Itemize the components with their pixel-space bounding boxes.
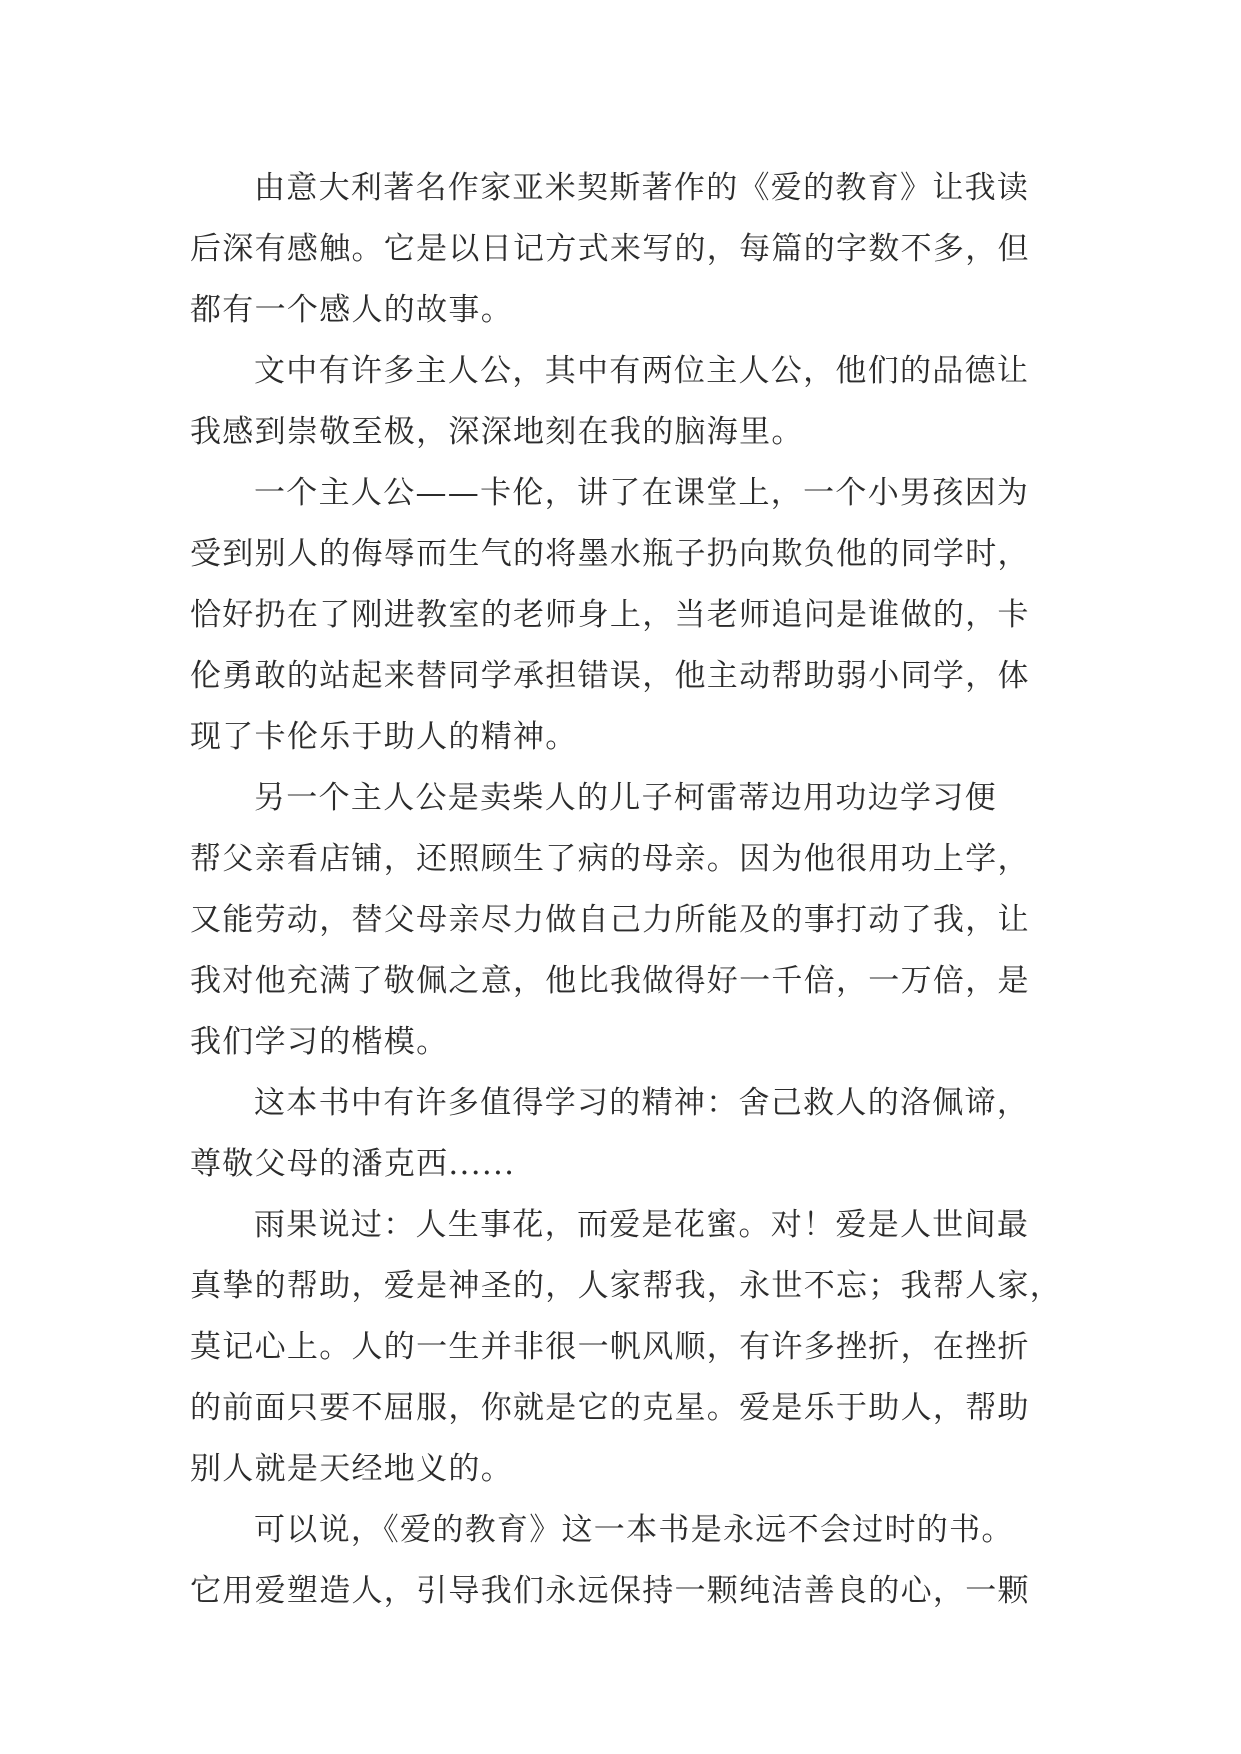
text-line: 帮父亲看店铺，还照顾生了病的母亲。因为他很用功上学， [190, 841, 1030, 877]
text-line: 都有一个感人的故事。 [190, 292, 513, 328]
text-line: 后深有感触。它是以日记方式来写的，每篇的字数不多，但 [190, 231, 1030, 267]
text-line: 现了卡伦乐于助人的精神。 [190, 719, 578, 755]
text-line: 这本书中有许多值得学习的精神：舍己救人的洛佩谛， [254, 1085, 1030, 1121]
text-line: 我感到崇敬至极，深深地刻在我的脑海里。 [190, 414, 804, 450]
text-line: 它用爱塑造人，引导我们永远保持一颗纯洁善良的心，一颗 [190, 1573, 1030, 1609]
text-line: 的前面只要不屈服，你就是它的克星。爱是乐于助人，帮助 [190, 1390, 1030, 1426]
text-line: 我对他充满了敬佩之意，他比我做得好一千倍，一万倍，是 [190, 963, 1030, 999]
text-line: 由意大利著名作家亚米契斯著作的《爱的教育》让我读 [254, 170, 1030, 206]
text-line: 莫记心上。人的一生并非很一帆风顺，有许多挫折，在挫折 [190, 1329, 1030, 1365]
text-line: 我们学习的楷模。 [190, 1024, 449, 1060]
essay-body [190, 158, 1063, 1622]
text-line: 雨果说过：人生事花，而爱是花蜜。对！爱是人世间最 [254, 1207, 1030, 1243]
text-line: 可以说，《爱的教育》这一本书是永远不会过时的书。 [254, 1512, 1014, 1548]
text-line: 恰好扔在了刚进教室的老师身上，当老师追问是谁做的，卡 [190, 597, 1030, 633]
text-line: 尊敬父母的潘克西...... [190, 1146, 516, 1182]
text-line: 另一个主人公是卖柴人的儿子柯雷蒂边用功边学习便 [254, 780, 997, 816]
text-line: 又能劳动，替父母亲尽力做自己力所能及的事打动了我，让 [190, 902, 1030, 938]
text-line: 文中有许多主人公，其中有两位主人公，他们的品德让 [254, 353, 1030, 389]
text-line: 伦勇敢的站起来替同学承担错误，他主动帮助弱小同学，体 [190, 658, 1030, 694]
text-line: 真挚的帮助，爱是神圣的，人家帮我，永世不忘；我帮人家， [190, 1268, 1063, 1304]
text-line: 一个主人公——卡伦，讲了在课堂上，一个小男孩因为 [254, 475, 1030, 511]
text-line: 别人就是天经地义的。 [190, 1451, 513, 1487]
text-line: 受到别人的侮辱而生气的将墨水瓶子扔向欺负他的同学时， [190, 536, 1030, 572]
